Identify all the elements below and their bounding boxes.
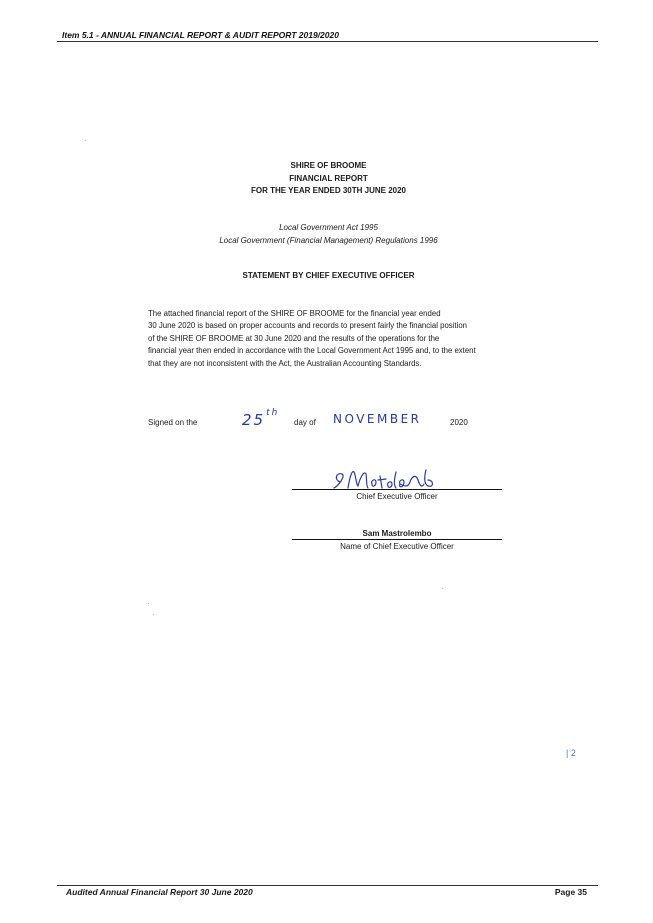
handwritten-month: NOVEMBER <box>333 412 422 426</box>
scan-speck <box>85 140 86 141</box>
scan-speck <box>148 603 149 604</box>
scan-speck <box>442 588 443 589</box>
report-title-line: FOR THE YEAR ENDED 30TH JUNE 2020 <box>250 186 406 195</box>
legislation-line: Local Government (Financial Management) Regulations 1996 <box>219 235 438 245</box>
signing-year: 2020 <box>450 418 468 427</box>
legislation-line: Local Government Act 1995 <box>279 223 378 232</box>
officer-name: Sam Mastrolembo <box>362 529 432 538</box>
statement-heading-text: STATEMENT BY CHIEF EXECUTIVE OFFICER <box>242 271 415 280</box>
signature-icon <box>330 462 440 492</box>
body-line: The attached financial report of the SHIRE OF BROOME for the financial year ended <box>148 309 441 318</box>
footer-report-title: Audited Annual Financial Report 30 June 2020 <box>66 887 253 897</box>
header-divider <box>57 41 598 42</box>
handwritten-day-number: 25 <box>242 411 266 429</box>
statement-body <box>148 308 518 370</box>
signed-on-label: Signed on the <box>148 418 198 427</box>
page-mark: | 2 <box>566 748 576 758</box>
body-line: financial year then ended in accordance with the Local Government Act 1995 and, to the extent <box>148 346 476 356</box>
name-caption: Name of Chief Executive Officer <box>340 542 454 551</box>
legislation-block <box>0 222 653 247</box>
handwritten-day <box>242 408 279 429</box>
scan-speck <box>153 614 154 615</box>
report-title-line: FINANCIAL REPORT <box>289 173 368 183</box>
body-line: of the SHIRE OF BROOME at 30 June 2020 and the results of the operations for the <box>148 333 440 343</box>
signature-caption: Chief Executive Officer <box>356 492 438 501</box>
handwritten-day-suffix: th <box>266 408 280 418</box>
body-line: that they are not inconsistent with the Act, the Australian Accounting Standards. <box>148 358 422 368</box>
header-title: Item 5.1 - ANNUAL FINANCIAL REPORT & AUDIT REPORT 2019/2020 <box>62 30 339 40</box>
statement-heading <box>0 271 653 280</box>
footer-divider <box>57 885 598 886</box>
signature-line <box>292 489 502 490</box>
report-title-line: SHIRE OF BROOME <box>290 161 367 170</box>
name-line <box>292 539 502 540</box>
footer-page-number: Page 35 <box>554 887 587 897</box>
report-title-block <box>0 160 653 198</box>
body-line: 30 June 2020 is based on proper accounts and records to present fairly the financial position <box>148 321 468 331</box>
day-of-label: day of <box>294 418 316 427</box>
